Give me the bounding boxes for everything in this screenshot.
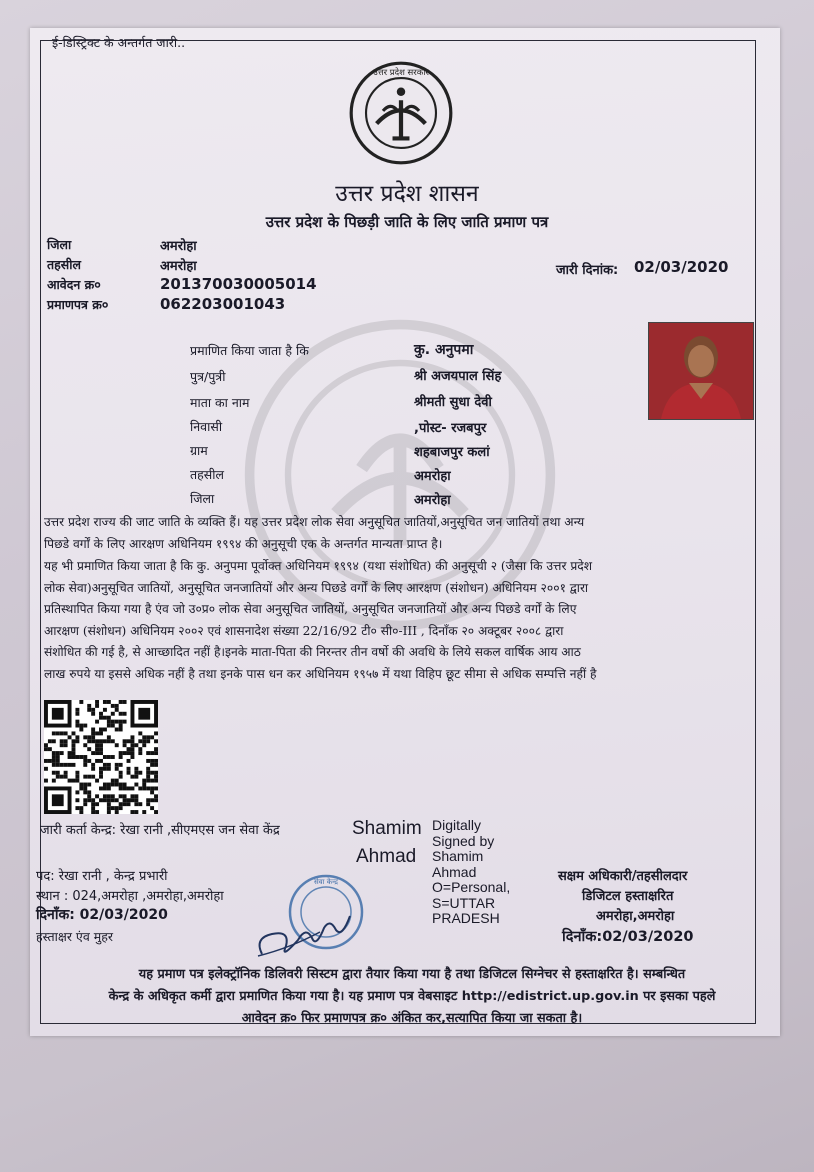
field-value-tehsil: अमरोहा bbox=[160, 259, 197, 274]
applicant-photo bbox=[648, 322, 754, 420]
issuer-sign-label: हस्ताक्षर एंव मुहर bbox=[36, 929, 113, 944]
header-note: ई-डिस्ट्रिक्ट के अन्तर्गत जारी.. bbox=[52, 35, 186, 50]
field-label-certificate-no: प्रमाणपत्र क्र० bbox=[47, 297, 109, 312]
qr-code bbox=[44, 700, 158, 814]
footer-line-1: यह प्रमाण पत्र इलेक्ट्रॉनिक डिलिवरी सिस्टम द्वारा तैयार किया गया है तथा डिजिटल सिग्नेचर से हस्ताक्षरित है। सम्बन्धित bbox=[138, 967, 686, 982]
seal-text: सेवा केन्द्र bbox=[314, 878, 338, 886]
issuer-center: जारी कर्ता केन्द्र: रेखा रानी ,सीएमएस जन सेवा केंद्र bbox=[40, 823, 280, 838]
para1-line-2: पिछडे वर्गों के लिए आरक्षण अधिनियम १९९४ की अनुसूची एक के अन्तर्गत मान्यता प्राप्त है। bbox=[44, 536, 443, 551]
field-label-tehsil: तहसील bbox=[47, 257, 81, 272]
certify-label-3: निवासी bbox=[190, 419, 223, 434]
certify-label-1: पुत्र/पुत्री bbox=[190, 369, 226, 384]
issue-date: 02/03/2020 bbox=[634, 258, 729, 276]
authority-digital: डिजिटल हस्ताक्षरित bbox=[582, 889, 674, 904]
certify-label-0: प्रमाणित किया जाता है कि bbox=[190, 343, 309, 358]
footer-line-3: आवेदन क्र० फिर प्रमाणपत्र क्र० अंकित कर,सत्यापित किया जा सकता है। bbox=[241, 1011, 583, 1026]
dsig-line-4: Ahmad bbox=[432, 863, 477, 880]
certificate-subtitle: उत्तर प्रदेश के पिछड़ी जाति के लिए जाति प्रमाण पत्र bbox=[265, 213, 549, 231]
footer-line-2: केन्द्र के अधिकृत कर्मी द्वारा प्रमाणित किया गया है। यह प्रमाण पत्र वेबसाइट http://edistrict.up.gov.in पर इसका पहले bbox=[108, 989, 716, 1004]
signer-name-last: Ahmad bbox=[356, 846, 417, 867]
certify-value-village: शहबाजपुर कलां bbox=[414, 445, 490, 460]
certify-label-5: तहसील bbox=[190, 467, 224, 482]
field-value-district: अमरोहा bbox=[160, 239, 197, 254]
certify-label-4: ग्राम bbox=[190, 443, 208, 458]
certify-value-name: कु. अनुपमा bbox=[414, 342, 474, 358]
page-title: उत्तर प्रदेश शासन bbox=[335, 181, 479, 207]
certify-value-residence: ,पोस्ट- रजबपुर bbox=[414, 421, 487, 436]
para2-line-5: संशोधित की गई है, से आच्छादित नहीं है।इनके माता-पिता की निरन्तर तीन वर्षो की अवधि के लिये सकल वार्षिक आय आठ bbox=[44, 645, 581, 659]
certify-value-district: अमरोहा bbox=[414, 493, 451, 508]
emblem-text: उत्तर प्रदेश सरकार bbox=[373, 66, 429, 77]
up-government-emblem bbox=[348, 60, 454, 166]
field-label-application-no: आवेदन क्र० bbox=[47, 277, 101, 292]
field-value-application-no: 201370030005014 bbox=[160, 275, 317, 293]
center-seal-stamp bbox=[250, 868, 370, 968]
para2-line-2: लोक सेवा)अनुसूचित जातियों, अनुसूचित जनजातियों और अन्य पिछडे वर्गों के लिए आरक्षण (संशोधन) अधिनियम २००१ द्वारा bbox=[44, 580, 589, 595]
signer-name-first: Shamim bbox=[352, 818, 422, 839]
digital-signature-text bbox=[432, 818, 510, 927]
field-label-district: जिला bbox=[47, 237, 72, 252]
para2-line-1: यह भी प्रमाणित किया जाता है कि कु. अनुपमा पूर्वोक्त अधिनियम १९९४ (यथा संशोधित) की अनुसूची २ (जैसा कि उत्तर प्रदेश bbox=[44, 559, 593, 573]
dsig-line-6: S=UTTAR bbox=[432, 894, 496, 911]
dsig-line-7: PRADESH bbox=[432, 910, 500, 926]
authority-place: अमरोहा,अमरोहा bbox=[596, 909, 675, 924]
dsig-line-1: Digitally bbox=[432, 817, 482, 833]
dsig-line-5: O=Personal, bbox=[432, 879, 511, 895]
para1-line-1: उत्तर प्रदेश राज्य की जाट जाति के व्यक्ति हैं। यह उत्तर प्रदेश लोक सेवा अनुसूचित जातियों,अनुसूचित जन जातियों तथा अन्य bbox=[44, 515, 585, 529]
para2-line-4: आरक्षण (संशोधन) अधिनियम २००२ एवं शासनादेश संख्या 22/16/92 टी० सी०-III , दिनाँक २० अक्टूबर २००८ द्वारा bbox=[44, 623, 564, 638]
dsig-line-2: Signed by bbox=[432, 832, 495, 849]
certify-value-father: श्री अजयपाल सिंह bbox=[414, 369, 502, 384]
issuer-date: दिनाँक: 02/03/2020 bbox=[36, 907, 168, 923]
certify-value-mother: श्रीमती सुधा देवी bbox=[414, 395, 492, 410]
footer-note bbox=[52, 964, 772, 1030]
issue-date-label: जारी दिनांक: bbox=[556, 263, 619, 278]
para2-line-3: प्रतिस्थापित किया गया है एंव जो उ०प्र० लोक सेवा अनुसूचित जातियों, अनुसूचित जनजातियों और अन्य पिछडे वर्गों के लिए bbox=[44, 602, 577, 616]
para2-line-6: लाख रुपये या इससे अधिक नहीं है तथा इनके पास धन कर अधिनियम १९५७ में यथा विहिप छूट सीमा से अधिक सम्पत्ति नहीं है bbox=[44, 666, 597, 681]
issuer-post: पद: रेखा रानी , केन्द्र प्रभारी bbox=[36, 869, 168, 884]
caste-paragraph bbox=[44, 512, 762, 555]
authority-date: दिनाँक:02/03/2020 bbox=[562, 929, 694, 945]
certification-paragraph bbox=[44, 556, 762, 685]
certify-label-2: माता का नाम bbox=[190, 395, 250, 410]
authority-title: सक्षम अधिकारी/तहसीलदार bbox=[558, 869, 688, 884]
dsig-line-3: Shamim bbox=[432, 848, 484, 864]
certify-label-6: जिला bbox=[190, 491, 215, 506]
field-value-certificate-no: 062203001043 bbox=[160, 295, 286, 313]
certify-value-tehsil: अमरोहा bbox=[414, 469, 451, 484]
issuer-place: स्थान : 024,अमरोहा ,अमरोहा,अमरोहा bbox=[36, 889, 224, 904]
